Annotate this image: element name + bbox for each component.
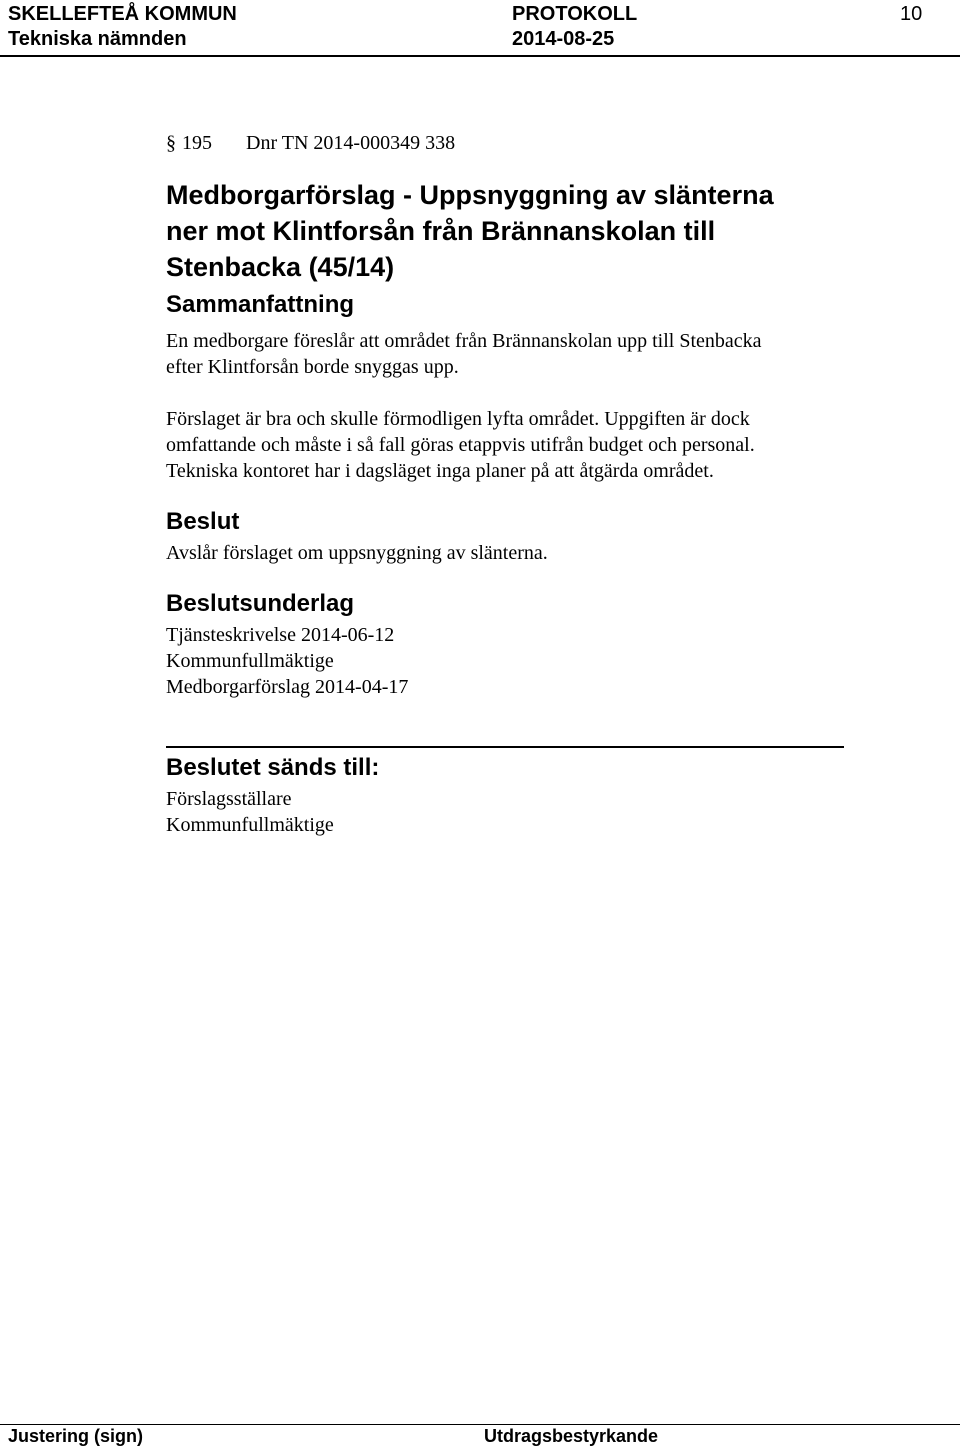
footer-certification-label: Utdragsbestyrkande <box>484 1426 659 1446</box>
paragraph-number: 195 <box>182 132 212 154</box>
recipient-item: Förslagsställare <box>166 788 292 810</box>
decision-heading: Beslut <box>166 508 240 535</box>
recipient-item: Kommunfullmäktige <box>166 814 334 836</box>
org-name: SKELLEFTEÅ KOMMUN <box>8 3 237 25</box>
page-number: 10 <box>900 3 923 25</box>
summary-text-line: Tekniska kontoret har i dagsläget inga planer på att åtgärda området. <box>166 460 714 482</box>
summary-heading: Sammanfattning <box>166 291 355 318</box>
diary-number: Dnr TN 2014-000349 338 <box>246 132 456 154</box>
footer-signature-label: Justering (sign) <box>8 1426 144 1446</box>
summary-text-line: Förslaget är bra och skulle förmodligen lyfta området. Uppgiften är dock <box>166 408 750 430</box>
basis-item: Kommunfullmäktige <box>166 650 334 672</box>
decision-text: Avslår förslaget om uppsnyggning av slänterna. <box>166 542 548 564</box>
paragraph-symbol: § <box>166 132 176 154</box>
committee-name: Tekniska nämnden <box>8 28 187 50</box>
recipients-heading: Beslutet sänds till: <box>166 754 380 781</box>
page-title-line: Medborgarförslag - Uppsnyggning av slänterna <box>166 180 774 210</box>
summary-text-line: efter Klintforsån borde snyggas upp. <box>166 356 459 378</box>
basis-heading: Beslutsunderlag <box>166 590 355 617</box>
basis-item: Tjänsteskrivelse 2014-06-12 <box>166 624 395 646</box>
summary-text-line: En medborgare föreslår att området från Brännanskolan upp till Stenbacka <box>166 330 762 352</box>
meeting-date: 2014-08-25 <box>512 28 615 50</box>
page-title-line: Stenbacka (45/14) <box>166 252 395 282</box>
summary-text-line: omfattande och måste i så fall göras etappvis utifrån budget och personal. <box>166 434 755 456</box>
page-title-line: ner mot Klintforsån från Brännanskolan till <box>166 216 716 246</box>
footer-divider <box>0 1424 960 1425</box>
section-divider <box>166 746 844 748</box>
header-divider <box>0 55 960 57</box>
document-type: PROTOKOLL <box>512 3 638 25</box>
basis-item: Medborgarförslag 2014-04-17 <box>166 676 409 698</box>
